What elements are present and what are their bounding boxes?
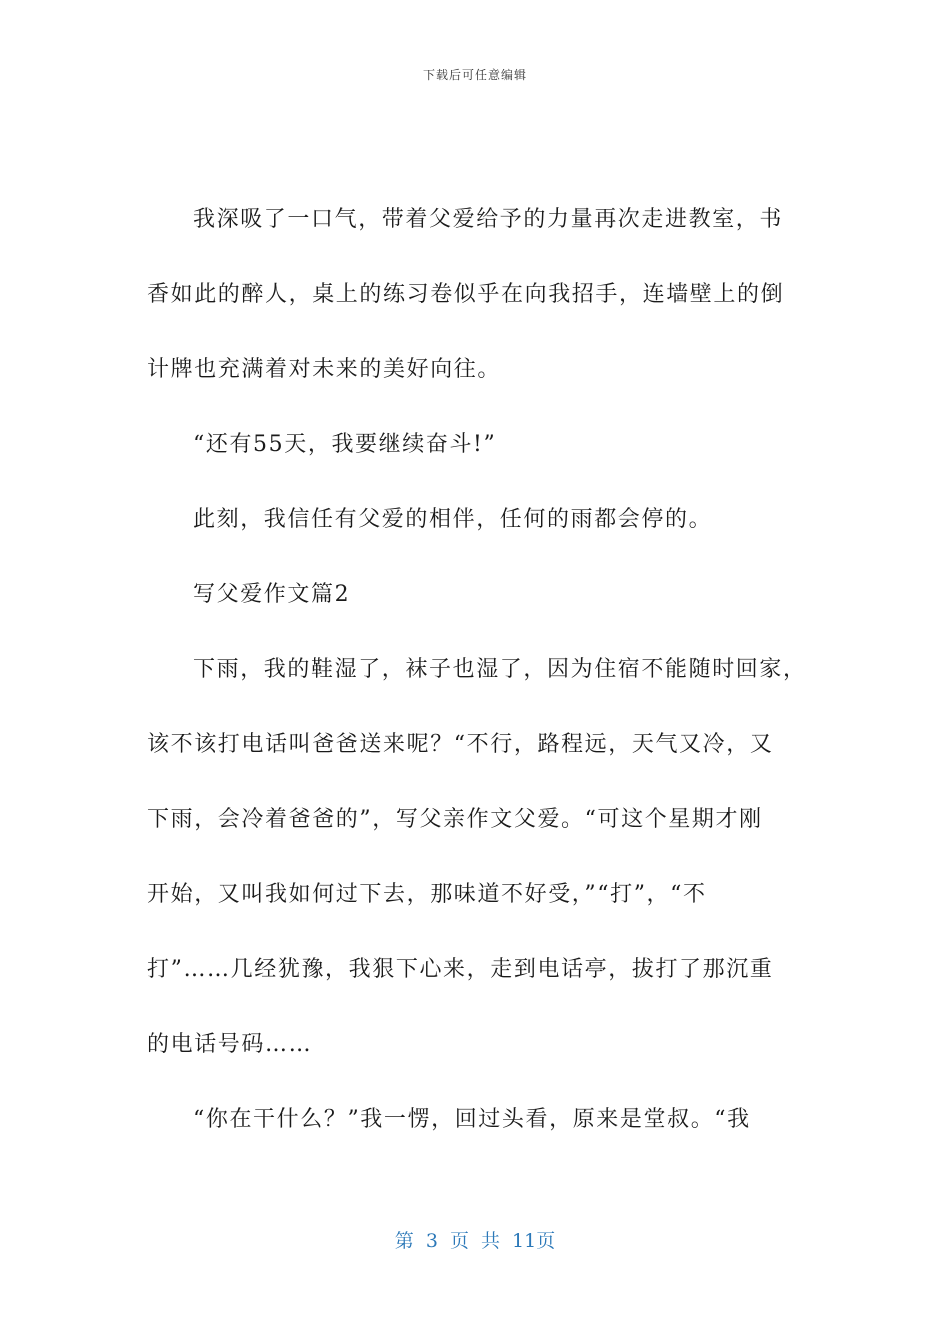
paragraph-line: 打”……几经犹豫，我狠下心来，走到电话亭，拔打了那沉重 <box>147 957 774 982</box>
paragraph-line: 我深吸了一口气，带着父爱给予的力量再次走进教室，书 <box>193 207 784 232</box>
paragraph-line: 的电话号码…… <box>147 1032 313 1057</box>
page-header: 下载后可任意编辑 <box>422 68 527 82</box>
paragraph-line: 此刻，我信任有父爱的相伴，任何的雨都会停的。 <box>193 507 713 532</box>
paragraph-line: 下雨，我的鞋湿了，袜子也湿了，因为住宿不能随时回家， <box>193 657 807 682</box>
page-number: 第 3 页 共 11页 <box>394 1230 556 1252</box>
paragraph-line: 开始，又叫我如何过下去，那味道不好受，”“打”，“不 <box>147 882 707 907</box>
paragraph-line: 下雨，会冷着爸爸的”，写父亲作文父爱。“可这个星期才刚 <box>147 807 763 832</box>
paragraph-line: “还有55天，我要继续奋斗!” <box>193 432 497 457</box>
paragraph-line: 该不该打电话叫爸爸送来呢？“不行，路程远，天气又冷，又 <box>147 732 774 757</box>
paragraph-line: 计牌也充满着对未来的美好向往。 <box>147 357 502 382</box>
section-heading: 写父爱作文篇2 <box>193 582 351 607</box>
paragraph-line: “你在干什么？”我一愣，回过头看，原来是堂叔。“我 <box>193 1107 751 1132</box>
paragraph-line: 香如此的醉人，桌上的练习卷似乎在向我招手，连墙壁上的倒 <box>147 282 785 307</box>
